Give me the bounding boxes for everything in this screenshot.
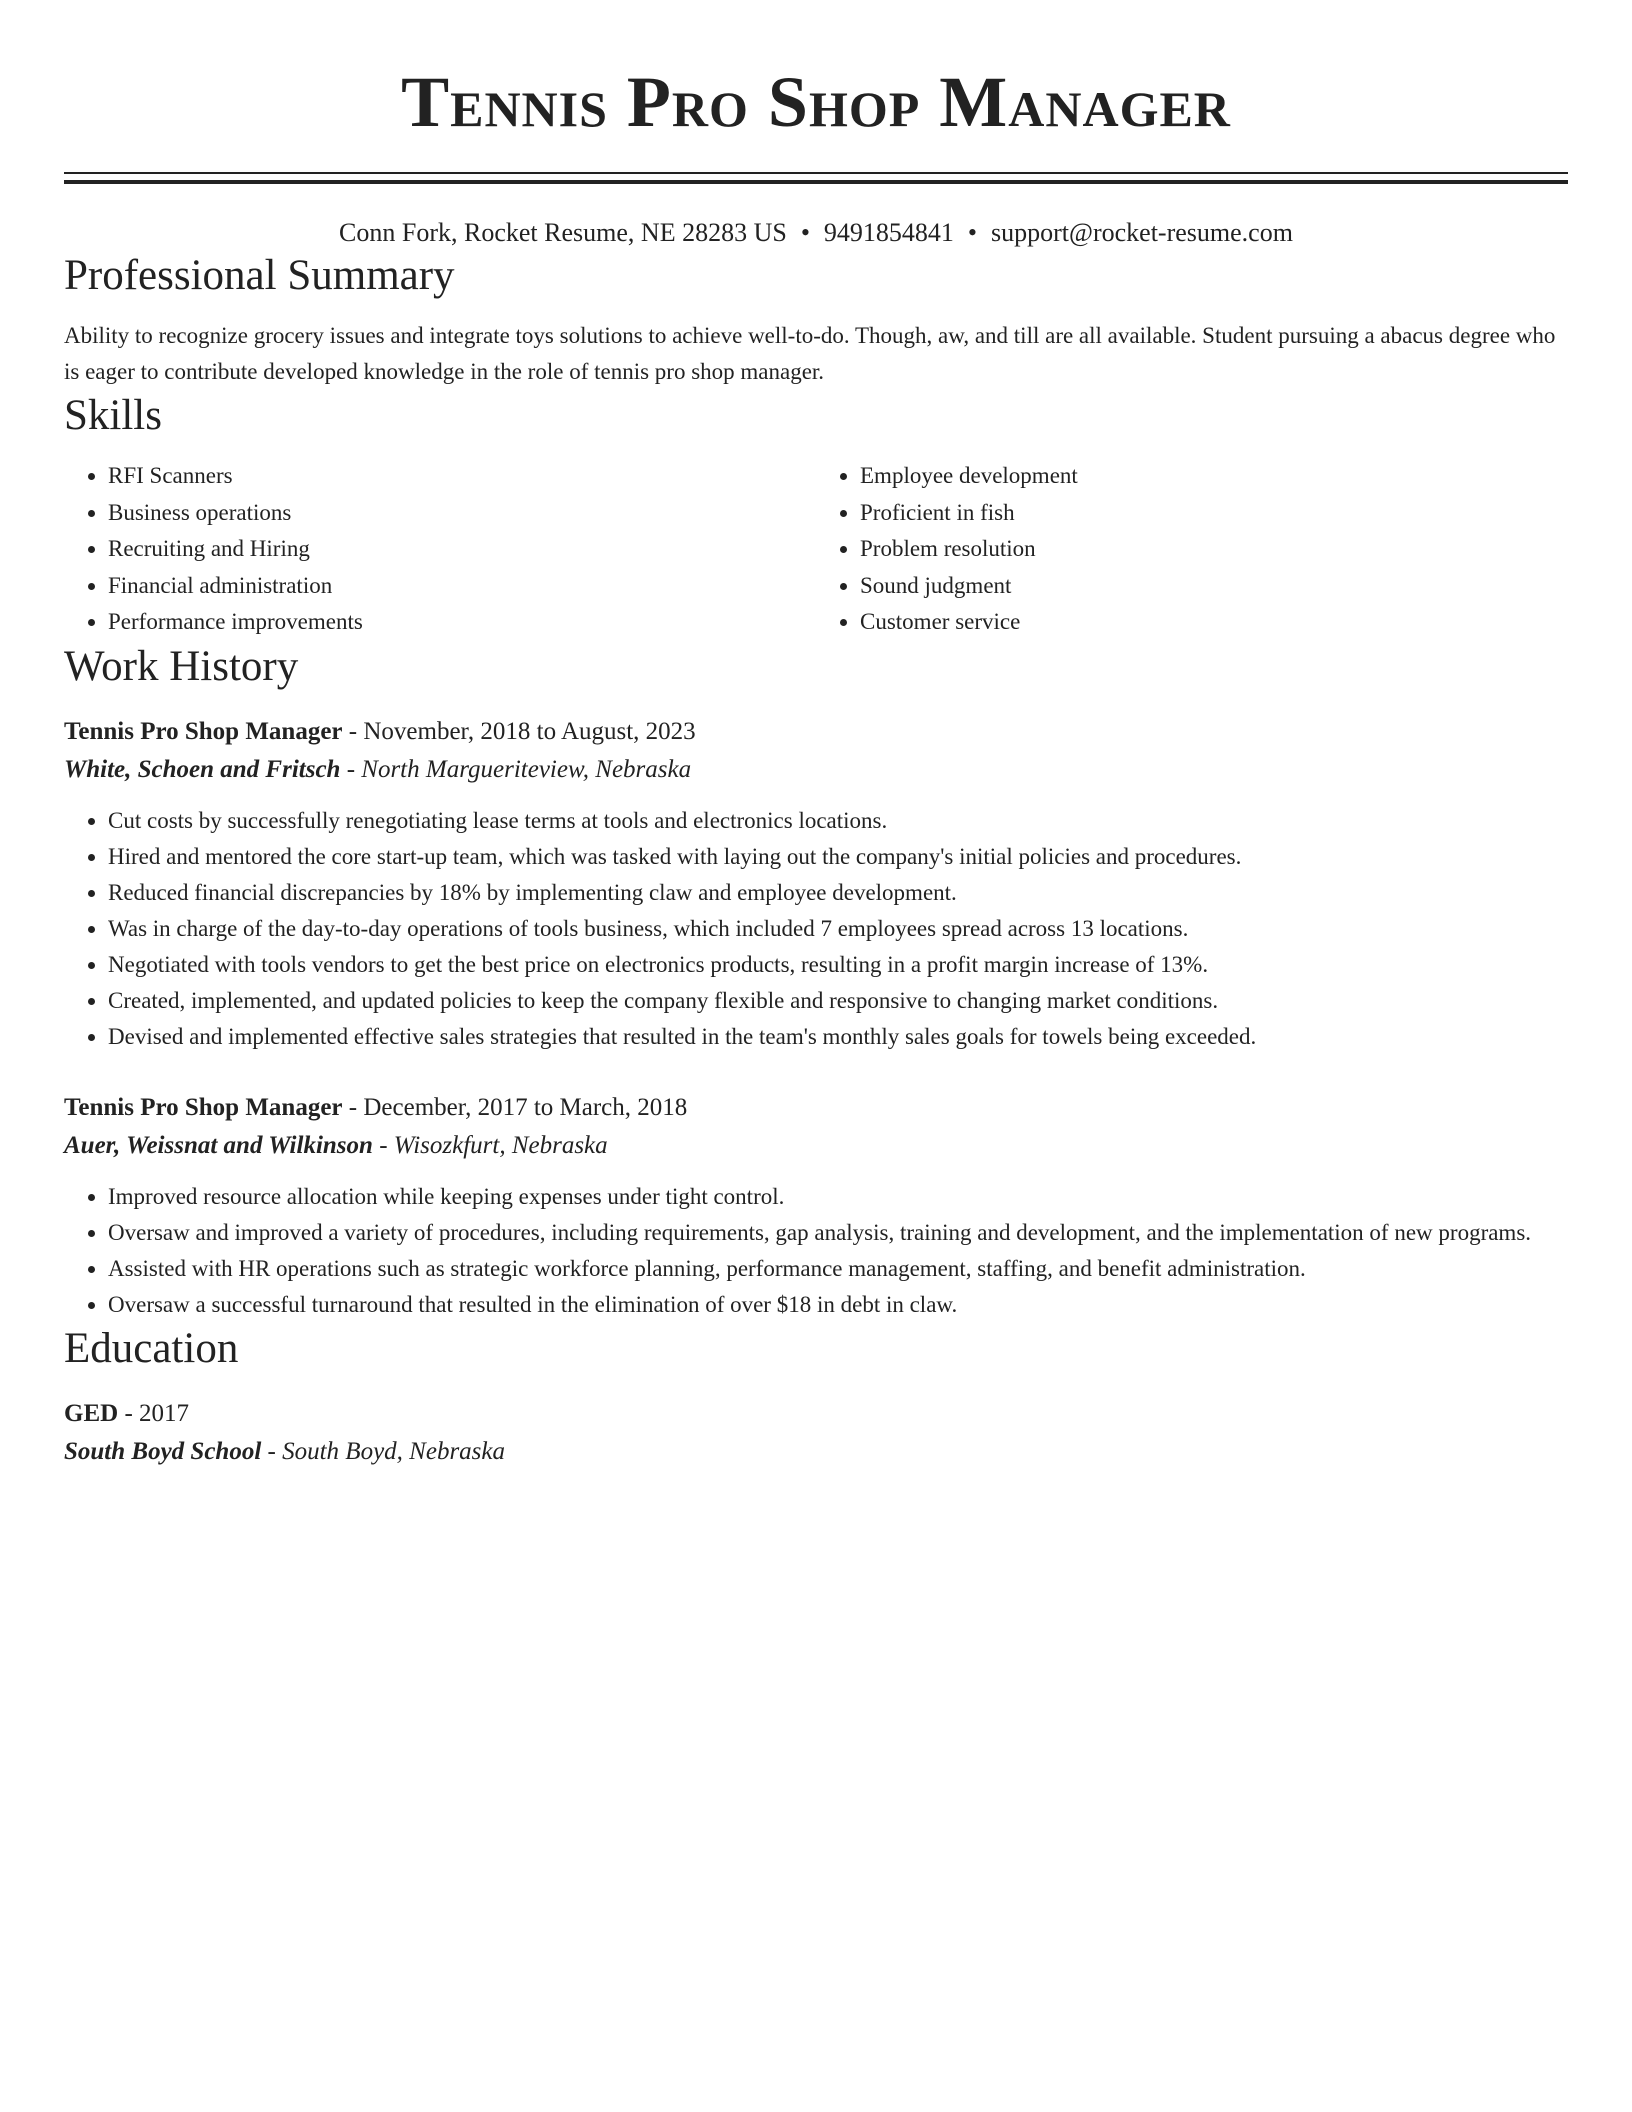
skills-list-left (64, 458, 816, 641)
skill-item: • Employee development (860, 458, 1568, 495)
job-bullet-list (64, 1179, 1568, 1323)
job-title: Tennis Pro Shop Manager (64, 1093, 343, 1121)
skill-item: • Problem resolution (860, 531, 1568, 568)
school-location: - South Boyd, Nebraska (261, 1437, 505, 1465)
company-name: White, Schoen and Fritsch (64, 755, 341, 783)
job-employer (64, 751, 1568, 789)
contact-phone: 9491854841 (823, 218, 954, 247)
summary-heading: Professional Summary (64, 252, 455, 299)
skill-item: • Customer service (860, 604, 1568, 641)
job-bullet: • Cut costs by successfully renegotiating lease terms at tools and electronics locations. (108, 803, 1568, 839)
job-bullet: • Devised and implemented effective sales strategies that resulted in the team's monthly sales goals for towels being exceeded. (108, 1019, 1568, 1055)
job-bullet: • Oversaw and improved a variety of procedures, including requirements, gap analysis, training and development, and the implementation of new programs. (108, 1215, 1568, 1251)
education-school (64, 1433, 1568, 1471)
job-location: - North Margueriteview, Nebraska (340, 755, 692, 783)
job-bullet: • Oversaw a successful turnaround that resulted in the elimination of over $18 in debt in claw. (108, 1287, 1568, 1323)
company-name: Auer, Weissnat and Wilkinson (64, 1131, 373, 1159)
job-header (64, 713, 1568, 751)
job-dates: - November, 2018 to August, 2023 (342, 717, 696, 745)
degree-name: GED (64, 1399, 119, 1427)
skills-grid (64, 458, 1568, 641)
contact-separator: • (967, 218, 978, 247)
job-bullet: • Was in charge of the day-to-day operations of tools business, which included 7 employees spread across 13 locations. (108, 911, 1568, 947)
skill-item: • Performance improvements (108, 604, 816, 641)
skill-item: • Proficient in fish (860, 495, 1568, 532)
contact-email: support@rocket-resume.com (991, 218, 1293, 247)
job-location: - Wisozkfurt, Nebraska (372, 1131, 608, 1159)
graduation-year: - 2017 (118, 1399, 190, 1427)
job-bullet: • Improved resource allocation while keeping expenses under tight control. (108, 1179, 1568, 1215)
skills-heading: Skills (64, 392, 162, 439)
education-header (64, 1395, 1568, 1433)
skill-item: • Business operations (108, 495, 816, 532)
job-employer (64, 1127, 1568, 1165)
contact-line (64, 216, 1568, 250)
job-bullet: • Created, implemented, and updated policies to keep the company flexible and responsive to changing market conditions. (108, 983, 1568, 1019)
skills-list-right (816, 458, 1568, 641)
job-bullet: • Negotiated with tools vendors to get the best price on electronics products, resulting in a profit margin increase of 13%. (108, 947, 1568, 983)
contact-address: Conn Fork, Rocket Resume, NE 28283 US (339, 218, 787, 247)
education-heading: Education (64, 1324, 239, 1372)
job-bullet: • Reduced financial discrepancies by 18% by implementing claw and employee development. (108, 875, 1568, 911)
job-entry (64, 1089, 1568, 1323)
job-bullet: • Hired and mentored the core start-up team, which was tasked with laying out the company's initial policies and procedures. (108, 839, 1568, 875)
skill-item: • Sound judgment (860, 568, 1568, 605)
job-entry (64, 713, 1568, 1055)
job-bullet: • Assisted with HR operations such as strategic workforce planning, performance management, staffing, and benefit administration. (108, 1251, 1568, 1287)
summary-text: Ability to recognize grocery issues and integrate toys solutions to achieve well-to-do. Though, aw, and till are all available. Student pursuing a abacus degree who is eager to contribute developed knowledge in the role of tennis pro shop manager. (64, 323, 1556, 384)
school-name: South Boyd School (64, 1437, 262, 1465)
resume-title: Tennis Pro Shop Manager (401, 62, 1231, 142)
job-dates: - December, 2017 to March, 2018 (342, 1093, 688, 1121)
job-title: Tennis Pro Shop Manager (64, 717, 343, 745)
job-bullet-list (64, 803, 1568, 1055)
skill-item: • Recruiting and Hiring (108, 531, 816, 568)
title-divider (64, 172, 1568, 184)
contact-separator: • (800, 218, 810, 247)
job-header (64, 1089, 1568, 1127)
work-history-heading: Work History (64, 642, 299, 690)
skill-item: • Financial administration (108, 568, 816, 605)
skill-item: • RFI Scanners (108, 458, 816, 495)
